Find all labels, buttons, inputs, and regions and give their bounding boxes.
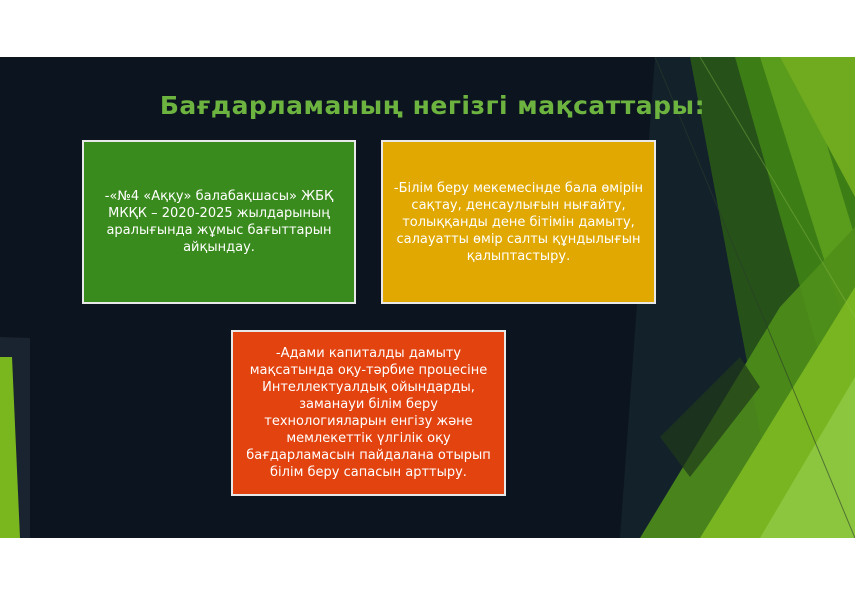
goal-box-yellow <box>381 140 656 304</box>
goal-text-1: -«№4 «Аққу» балабақшасы» ЖБҚ МКҚК – 2020-2025 жылдарының аралығында жұмыс бағыттарын айқындау. <box>104 189 334 255</box>
goal-text-2: -Білім беру мекемесінде бала өмірін сақтау, денсаулығын нығайту, толыққанды дене бітімін дамыту, салауатты өмір салты құндылығын қалыптастыру. <box>393 180 644 264</box>
goal-box-red <box>231 330 506 496</box>
presentation-slide <box>0 57 855 538</box>
goal-box-green <box>82 140 356 304</box>
slide-title: Бағдарламаның негізгі мақсаттары: <box>159 91 706 120</box>
goal-text-3: -Адами капиталды дамыту мақсатында оқу-тәрбие процесіне Интеллектуалдық ойындарды, заманауи білім беру технологияларын енгізу және мемлекеттік үлгілік оқу бағдарламасын пайдалана отырып білім беру сапасын арттыру. <box>246 346 491 480</box>
